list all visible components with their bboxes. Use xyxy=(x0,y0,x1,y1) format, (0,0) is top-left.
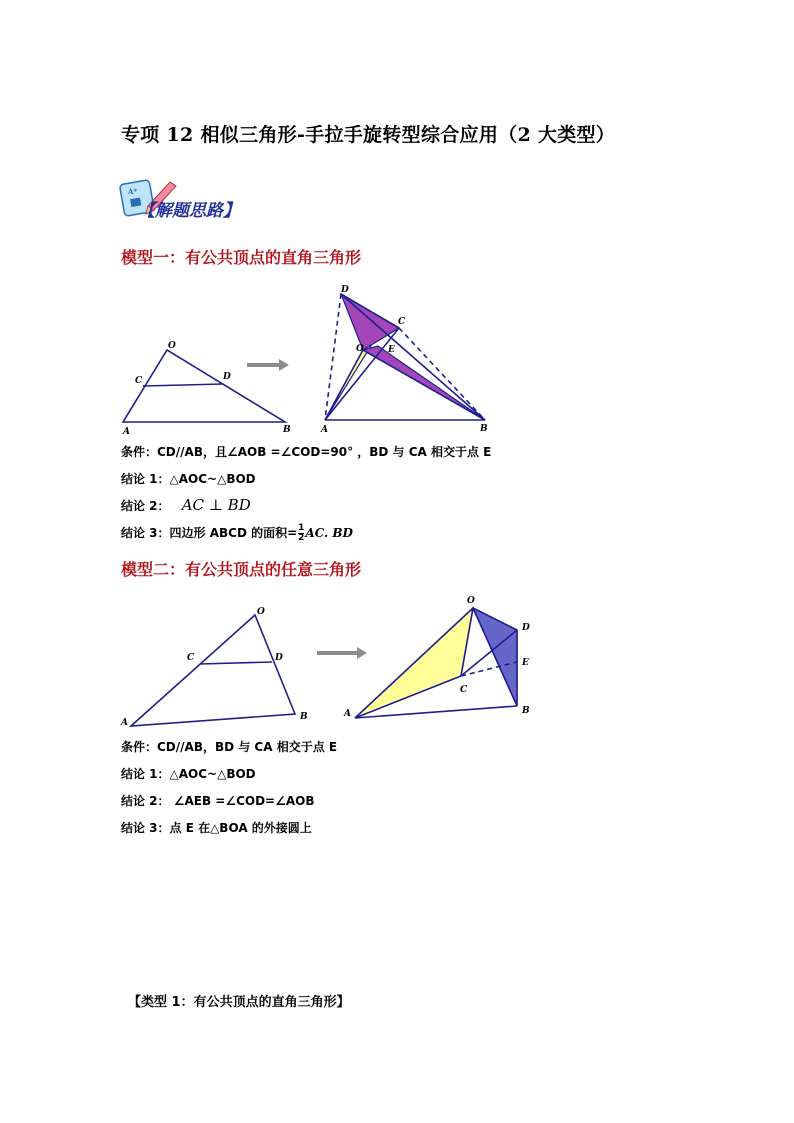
label-A: A xyxy=(121,718,128,728)
type1-heading: 【类型 1：有公共顶点的直角三角形】 xyxy=(128,995,350,1010)
model2-condition: 条件：CD//AB，BD 与 CA 相交于点 E xyxy=(121,740,338,754)
model2-heading: 模型二：有公共顶点的任意三角形 xyxy=(121,560,362,579)
label-C: C xyxy=(135,376,143,386)
page-title: 专项 12 相似三角形-手拉手旋转型综合应用（2 大类型） xyxy=(121,124,616,146)
label-D: D xyxy=(223,372,231,382)
model2-conclusion-3: 结论 3：点 E 在△BOA 的外接圆上 xyxy=(121,821,312,835)
solution-banner-label: 【解题思路】 xyxy=(138,201,240,221)
label-A: A xyxy=(321,425,328,435)
fraction-one-half: $\frac{1}{2}$ xyxy=(298,523,305,543)
label-A: A xyxy=(344,709,351,719)
label-A: A xyxy=(123,427,130,437)
model1-left-figure xyxy=(122,341,291,437)
label-O: O xyxy=(467,596,475,606)
label-O: O xyxy=(257,607,265,617)
model1-condition: 条件：CD//AB，且∠AOB =∠COD=90° ，BD 与 CA 相交于点 E xyxy=(121,445,492,459)
label-O: O xyxy=(356,344,364,354)
label-D: D xyxy=(522,623,530,633)
model1-conclusion-3 xyxy=(121,524,353,543)
model2-conclusion-1: 结论 1：△AOC~△BOD xyxy=(121,767,256,781)
transform-arrow xyxy=(317,647,367,659)
transform-arrow xyxy=(247,359,289,371)
label-O: O xyxy=(168,341,176,351)
label-C: C xyxy=(460,685,468,695)
model1-conclusion-1: 结论 1：△AOC~△BOD xyxy=(121,472,256,486)
label-C: C xyxy=(398,317,406,327)
model1-conclusion-2-label: 结论 2： xyxy=(121,499,170,513)
model1-conclusion-3-math: AC. BD xyxy=(305,526,353,540)
label-E: E xyxy=(388,345,395,355)
model2-left-figure xyxy=(120,607,308,728)
label-D: D xyxy=(275,653,283,663)
model1-right-figure xyxy=(320,285,488,435)
svg-text:A*: A* xyxy=(128,187,138,196)
model2-right-figure xyxy=(343,596,530,719)
label-B: B xyxy=(522,706,530,716)
model1-conclusion-2-math: AC ⊥ BD xyxy=(181,496,251,514)
label-C: C xyxy=(187,653,195,663)
model1-heading: 模型一：有公共顶点的直角三角形 xyxy=(121,248,362,267)
label-B: B xyxy=(283,425,291,435)
model1-figures xyxy=(115,282,495,437)
label-B: B xyxy=(480,424,488,434)
model1-conclusion-2 xyxy=(121,496,251,514)
label-E: E xyxy=(522,658,529,668)
label-B: B xyxy=(300,712,308,722)
label-D: D xyxy=(341,285,349,295)
model2-figures xyxy=(115,588,545,733)
model1-conclusion-3-label: 结论 3：四边形 ABCD 的面积= xyxy=(121,526,298,540)
model2-conclusion-2: 结论 2： ∠AEB =∠COD=∠AOB xyxy=(121,794,315,808)
